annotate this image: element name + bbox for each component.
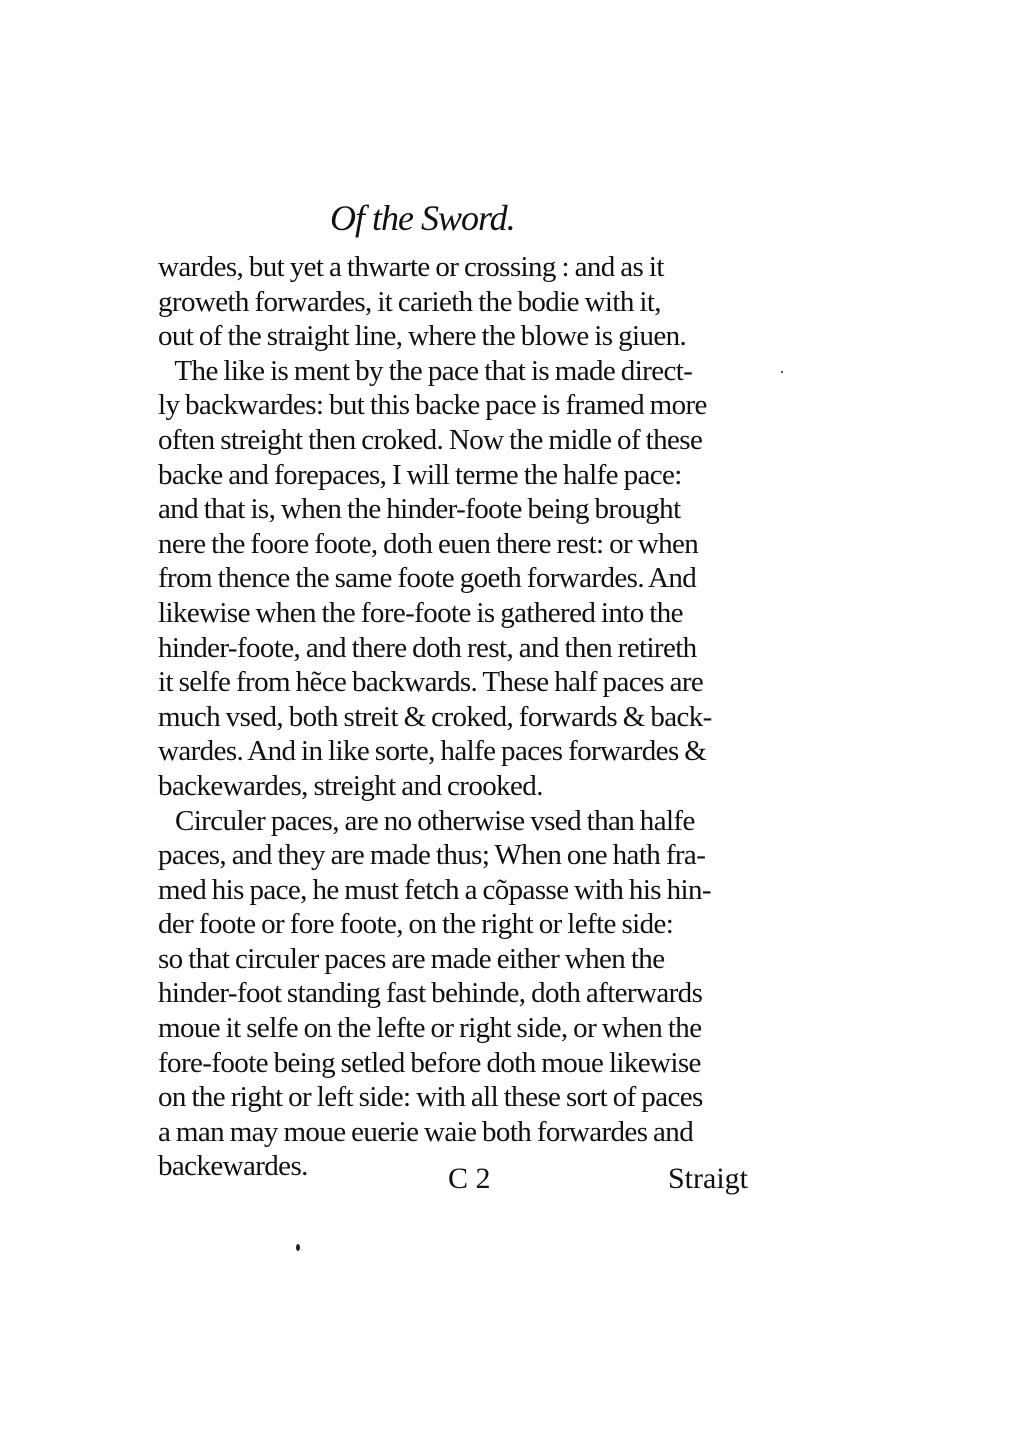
page-footer — [0, 1162, 1024, 1202]
text-line: and that is, when the hinder-foote being brought — [158, 493, 681, 526]
text-line: hinder-foote, and there doth rest, and then retireth — [158, 631, 697, 664]
text-line: moue it selfe on the lefte or right side, or when the — [158, 1012, 702, 1045]
text-line: ly backwardes: but this backe pace is framed more — [158, 389, 707, 422]
text-line: backewardes, streight and crooked. — [158, 769, 543, 802]
text-line: out of the straight line, where the blowe is giuen. — [158, 320, 687, 353]
text-line: groweth forwardes, it carieth the bodie with it, — [158, 285, 661, 318]
text-line: The like is ment by the pace that is made direct- — [158, 354, 693, 387]
ink-speck — [296, 1244, 300, 1251]
text-line: med his pace, he must fetch a cõpasse with his hin- — [158, 873, 711, 906]
text-line: fore-foote being setled before doth moue likewise — [158, 1046, 701, 1079]
text-line: backewardes. — [158, 1150, 308, 1183]
running-head: Of the Sword. — [330, 198, 515, 238]
text-line: from thence the same foote goeth forwardes. And — [158, 562, 697, 595]
text-line: paces, and they are made thus; When one hath fra- — [158, 839, 706, 872]
text-line: a man may moue euerie waie both forwardes and — [158, 1115, 694, 1148]
text-line: so that circuler paces are made either when the — [158, 942, 665, 975]
text-line: on the right or left side: with all these sort of paces — [158, 1081, 703, 1114]
text-line: wardes, but yet a thwarte or crossing : and as it — [158, 251, 664, 283]
text-line: backe and forepaces, I will terme the halfe pace: — [158, 458, 682, 491]
text-line: Circuler paces, are no otherwise vsed than halfe — [158, 804, 695, 837]
text-line: it selfe from hẽce backwards. These half paces are — [158, 666, 704, 699]
signature-mark: C 2 — [448, 1162, 491, 1195]
text-line: likewise when the fore-foote is gathered into the — [158, 596, 683, 629]
body-text — [158, 250, 768, 1184]
text-line: nere the foore foote, doth euen there rest: or when — [158, 527, 699, 560]
text-line: hinder-foot standing fast behinde, doth afterwards — [158, 977, 703, 1010]
ink-speck — [781, 371, 783, 373]
text-line: much vsed, both streit & croked, forwards & back- — [158, 700, 712, 733]
text-line: often streight then croked. Now the midle of these — [158, 423, 703, 456]
text-line: der foote or fore foote, on the right or lefte side: — [158, 908, 674, 941]
catchword: Straigt — [668, 1162, 748, 1195]
text-line: wardes. And in like sorte, halfe paces forwardes & — [158, 735, 707, 768]
